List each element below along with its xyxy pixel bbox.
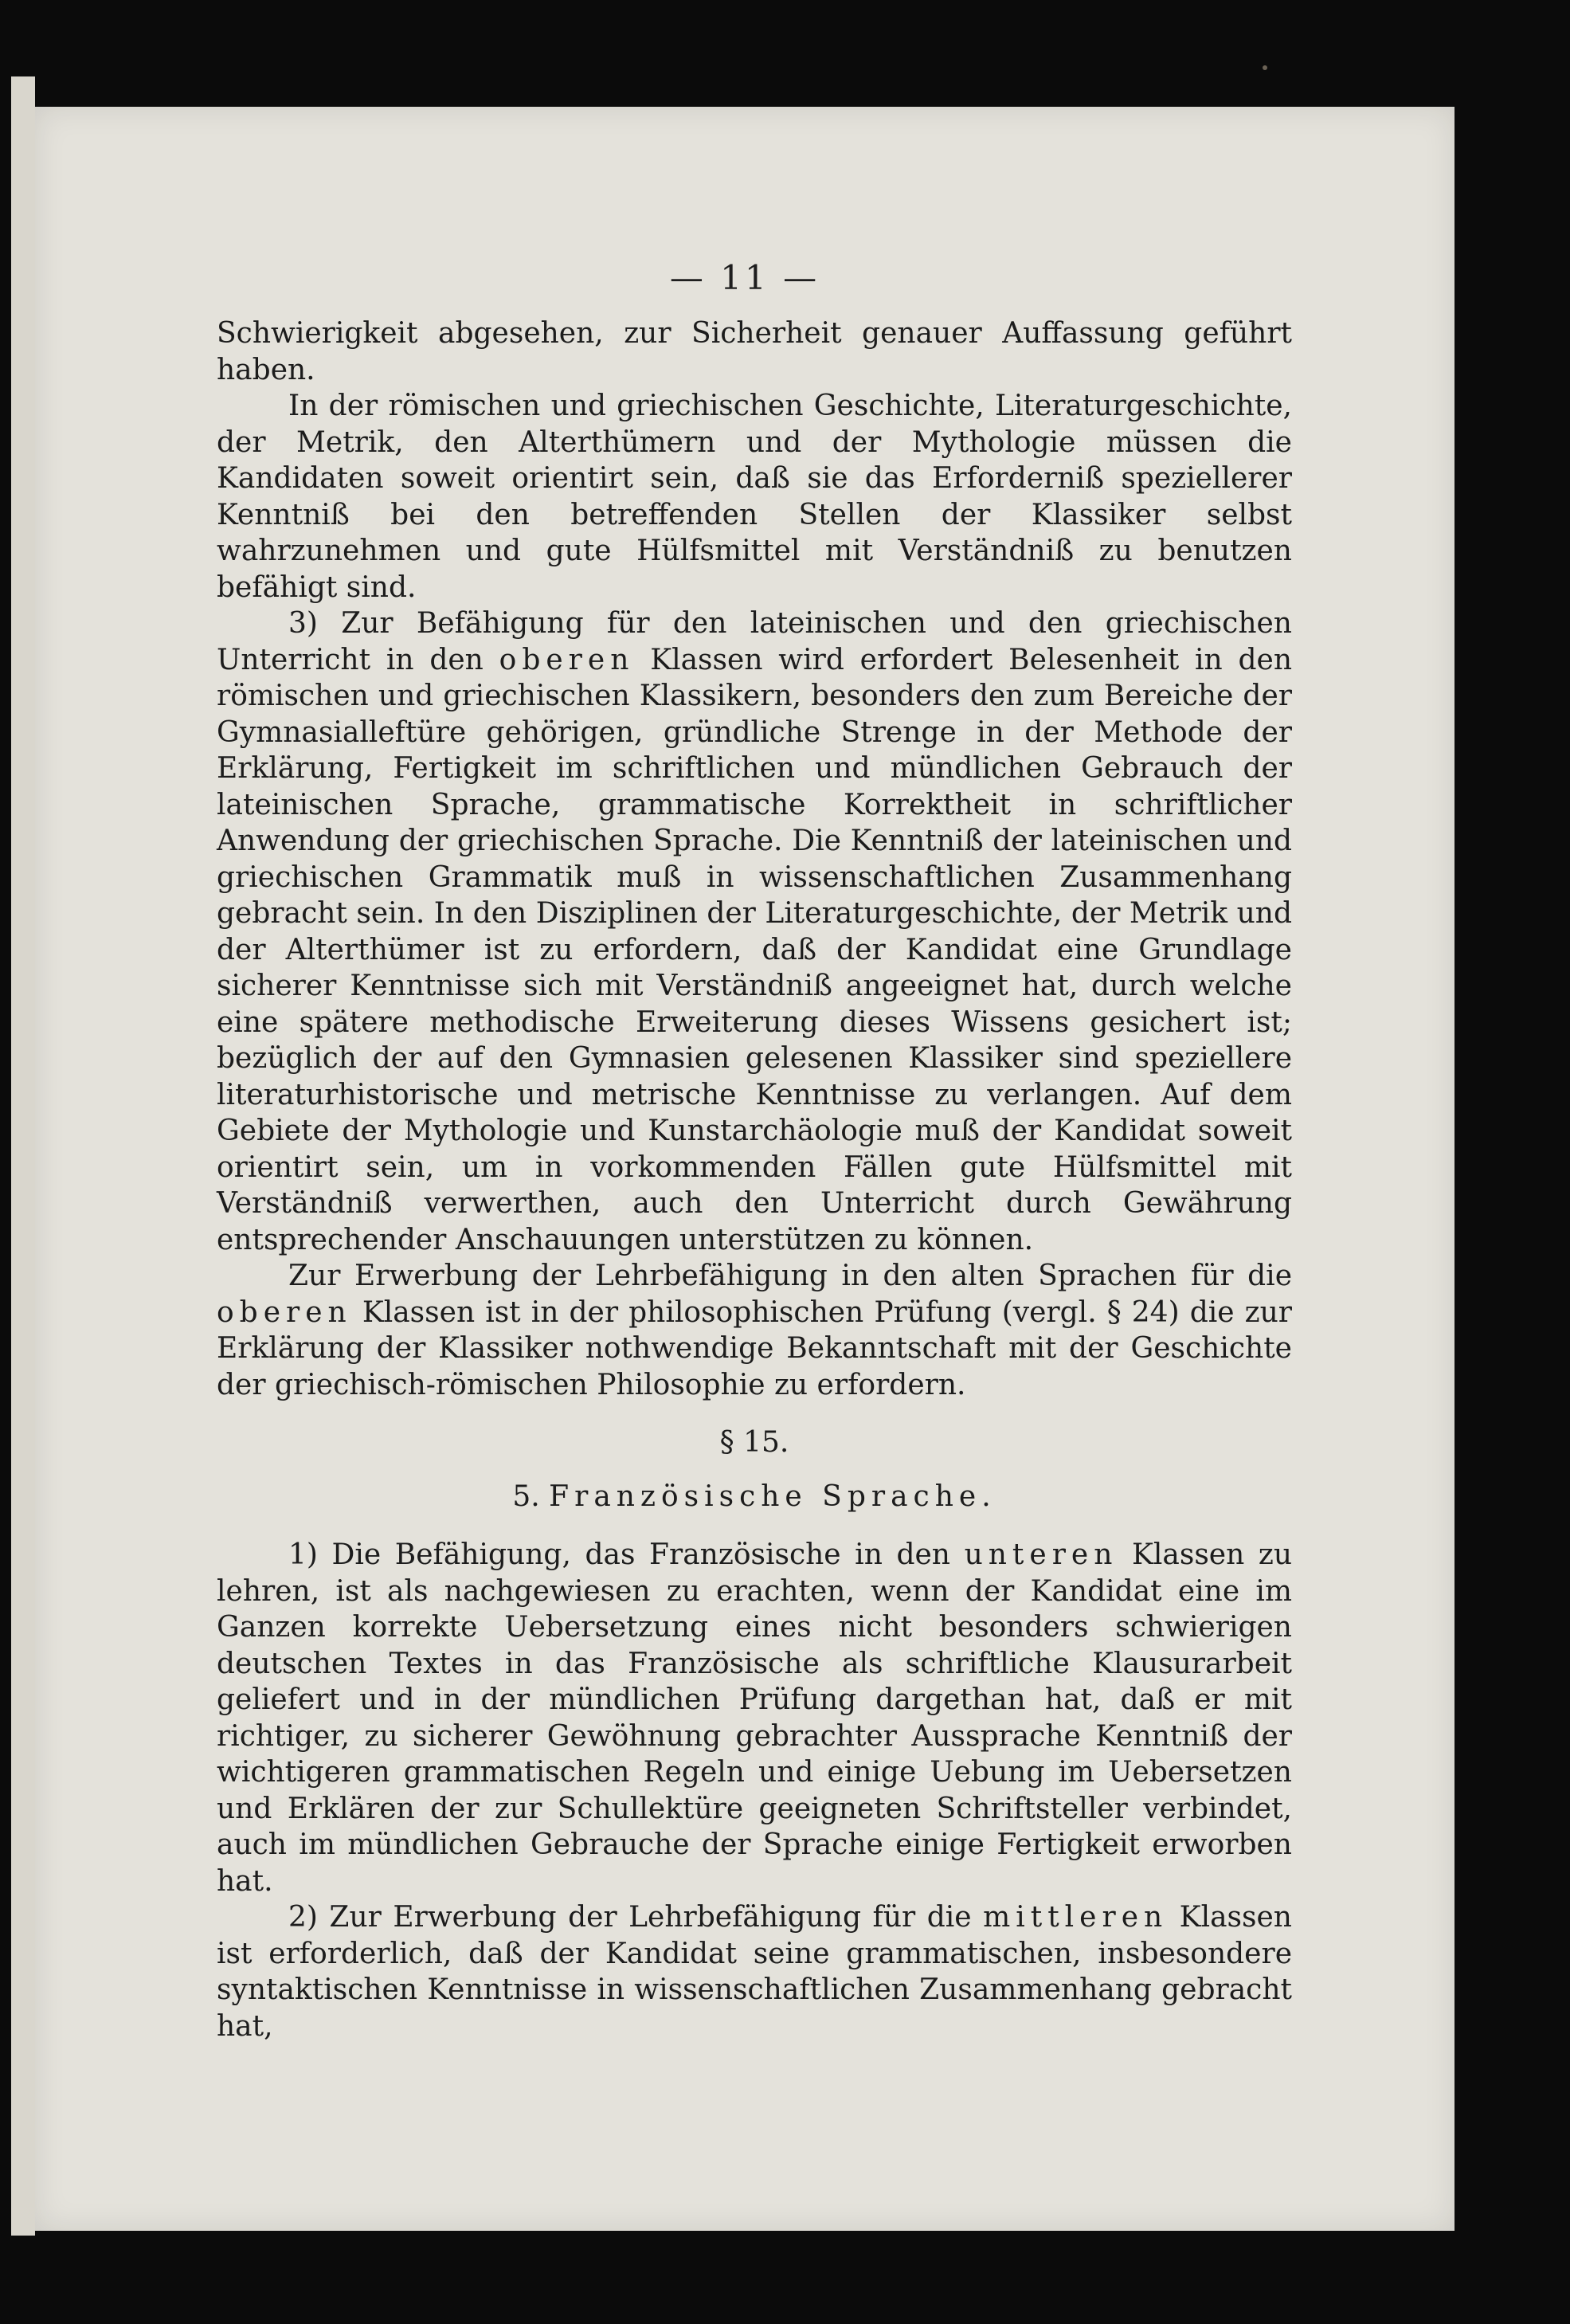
paragraph xyxy=(217,315,1292,388)
body-text xyxy=(217,315,1292,2044)
paragraph-text: Klassen ist erforderlich, daß der Kandidat seine grammatischen, insbesondere syntaktischen Kenntnisse in wissenschaftlichen Zusammenhang gebracht hat, xyxy=(217,1901,1292,2043)
paragraph-text: 2) Zur Erwerbung der Lehrbefähigung für die xyxy=(288,1901,972,1934)
section-title-text: Französische Sprache. xyxy=(549,1480,996,1513)
emphasized-word: oberen xyxy=(217,1295,352,1329)
paragraph-text: Klassen wird erfordert Belesenheit in den römischen und griechischen Klassikern, besonders den zum Bereiche der Gymnasialleftüre gehörigen, gründliche Strenge in der Methode der Erklärung, Fertigkeit im schriftlichen und mündlichen Gebrauch der lateinischen Sprache, grammatische Korrektheit in schriftlicher Anwendung der griechischen Sprache. Die Kenntniß der lateinischen und griechischen Grammatik muß in wissenschaftlichen Zusammenhang gebracht sein. In den Disziplinen der Literaturgeschichte, der Metrik und der Alterthümer ist zu erfordern, daß der Kandidat eine Grundlage sicherer Kenntnisse sich mit Verständniß angeeignet hat, durch welche eine spätere methodische Erweiterung dieses Wissens gesichert ist; bezüglich der auf den Gymnasien gelesenen Klassiker sind speziellere literaturhistorische und metrische Kenntnisse zu verlangen. Auf dem Gebiete der Mythologie und Kunstarchäologie muß der Kandidat soweit orientirt sein, um in vorkommenden Fällen gute Hülfsmittel mit Verständniß verwerthen, auch den Unterricht durch Gewährung entsprechender Anschauungen unterstützen zu können. xyxy=(217,643,1293,1256)
paragraph-text: 3) Zur Befähigung für den lateinischen und den griechischen Unterricht in den xyxy=(217,607,1292,676)
paragraph xyxy=(217,1537,1292,1899)
emphasized-word: mittleren xyxy=(983,1901,1169,1934)
paragraph-text: 1) Die Befähigung, das Französische in den xyxy=(288,1538,950,1571)
previous-page-edge xyxy=(11,76,35,2236)
paragraph-text: Klassen ist in der philosophischen Prüfung (vergl. § 24) die zur Erklärung der Klassiker nothwendige Bekanntschaft mit der Geschichte der griechisch-römischen Philosophie zu erfordern. xyxy=(217,1295,1292,1401)
book-page xyxy=(35,107,1455,2231)
paragraph-text: Schwierigkeit abgesehen, zur Sicherheit genauer Auffassung geführt haben. xyxy=(217,317,1292,386)
paragraph-text: In der römischen und griechischen Geschichte, Literaturgeschichte, der Metrik, den Alterthümern und der Mythologie müssen die Kandidaten soweit orientirt sein, daß sie das Erforderniß speziellerer Kenntniß bei den betreffenden Stellen der Klassiker selbst wahrzunehmen und gute Hülfsmittel mit Verständniß zu benutzen befähigt sind. xyxy=(217,390,1292,604)
section-title-prefix: 5. xyxy=(512,1480,540,1513)
paragraph xyxy=(217,1899,1292,2044)
paragraph xyxy=(217,605,1292,1258)
paragraph xyxy=(217,1258,1292,1403)
paragraph-text: Zur Erwerbung der Lehrbefähigung in den alten Sprachen für die xyxy=(288,1260,1292,1292)
emphasized-word: oberen xyxy=(499,643,635,676)
emphasized-word: unteren xyxy=(964,1538,1118,1571)
section-number: § 15. xyxy=(719,1426,789,1459)
section-title xyxy=(217,1478,1292,1516)
page-number: — 11 — xyxy=(669,258,820,297)
paragraph xyxy=(217,388,1292,605)
margin-speck xyxy=(1263,65,1267,70)
paragraph-text: Klassen zu lehren, ist als nachgewiesen zu erachten, wenn der Kandidat eine im Ganzen korrekte Uebersetzung eines nicht besonders schwierigen deutschen Textes in das Französische als schriftliche Klausurarbeit geliefert und in der mündlichen Prüfung dargethan hat, daß er mit richtiger, zu sicherer Gewöhnung gebrachter Aussprache Kenntniß der wichtigeren grammatischen Regeln und einige Uebung im Uebersetzen und Erklären der zur Schullektüre geeigneten Schriftsteller verbindet, auch im mündlichen Gebrauche der Sprache einige Fertigkeit erworben hat. xyxy=(217,1538,1293,1898)
